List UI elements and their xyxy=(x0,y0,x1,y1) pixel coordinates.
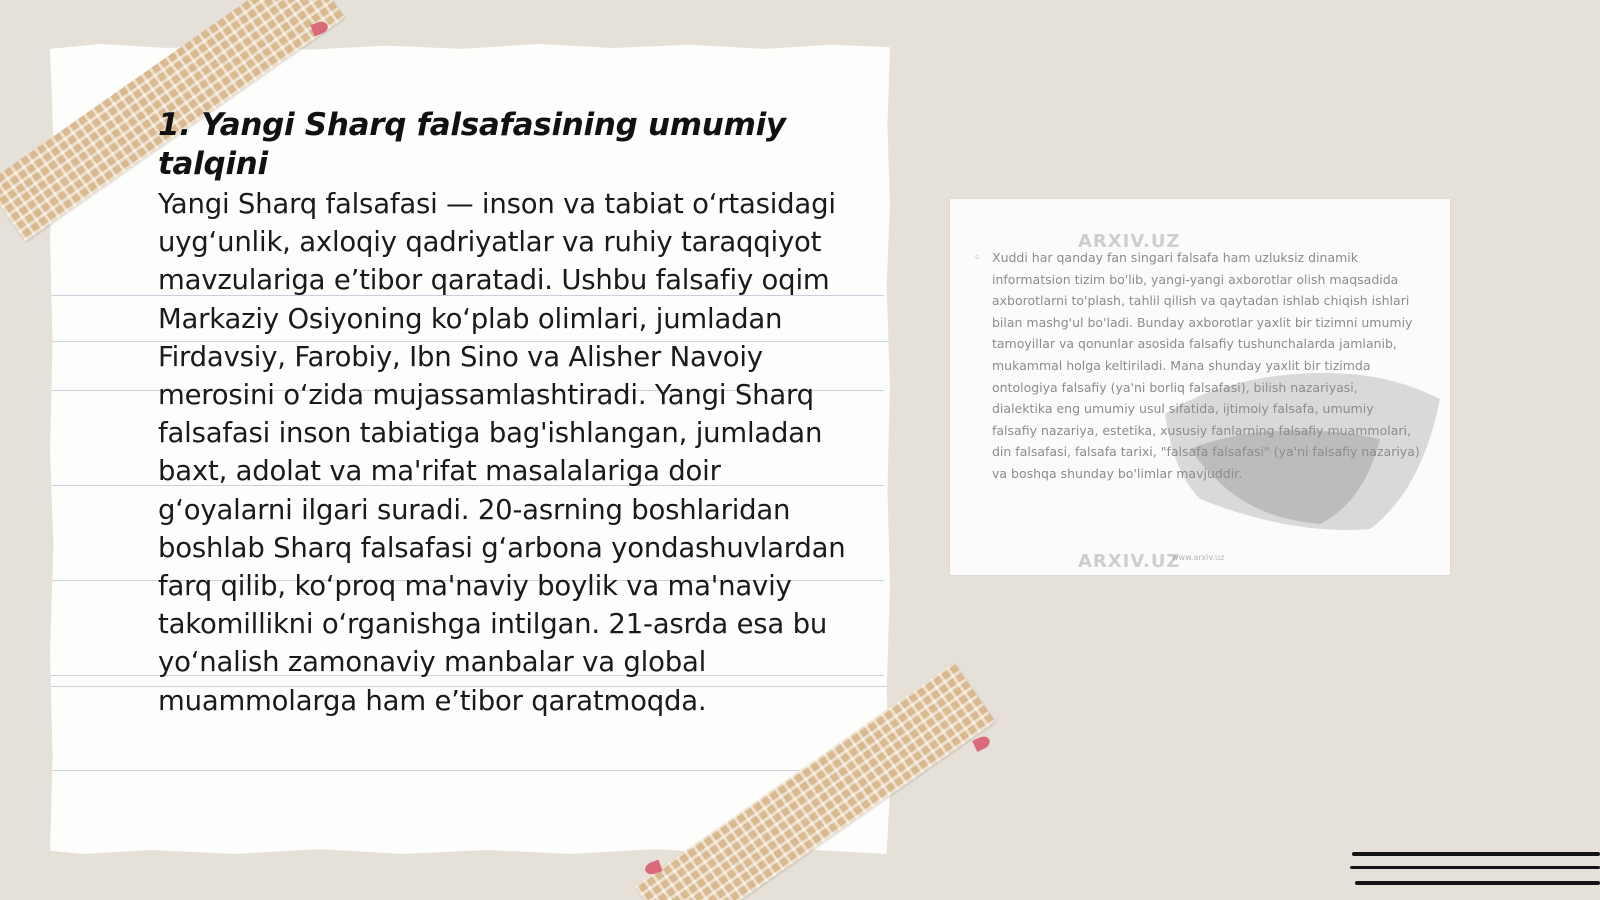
decorative-stroke xyxy=(1352,852,1600,856)
scanned-paragraph: Xuddi har qanday fan singari falsafa ham uzluksiz dinamik informatsion tizim bo'lib, yangi-yangi axborotlar olish maqsadida axborotlarni to'plash, tahlil qilish va qaytadan ishlab chiqish ishlari bilan mashg'ul bo'ladi. Bunday axborotlar yaxlit bir tizimni umumiy tamoyillar va qonunlar asosida falsafiy tushunchalarda jamlanib, mukammal holga keltiriladi. Mana shunday yaxlit bir tizimda ontologiya falsafiy (ya'ni borliq falsafasi), bilish nazariyasi, dialektika eng umumiy usul sifatida, ijtimoiy falsafa, umumiy falsafiy nazariya, estetika, xususiy fanlarning falsafiy muammolari, din falsafasi, falsafa tarixi, "falsafa falsafasi" (ya'ni falsafiy nazariya) va boshqa shunday bo'limlar mavjuddir. xyxy=(992,250,1420,481)
watermark-bottom: ARXIV.UZ xyxy=(1078,551,1181,572)
decorative-stroke xyxy=(1350,866,1600,869)
tape-tip-right xyxy=(972,734,992,752)
slide-body-text: Yangi Sharq falsafasi — inson va tabiat o‘rtasidagi uyg‘unlik, axloqiy qadriyatlar va ruhiy taraqqiyot mavzulariga e’tibor qaratadi. Ushbu falsafiy oqim Markaziy Osiyoning ko‘plab olimlari, jumladan Firdavsiy, Farobiy, Ibn Sino va Alisher Navoiy merosini o‘zida mujassamlashtiradi. Yangi Sharq falsafasi inson tabiatiga bag'ishlangan, jumladan baxt, adolat va ma'rifat masalalariga doir g‘oyalarni ilgari suradi. 20-asrning boshlaridan boshlab Sharq falsafasi g‘arbona yondashuvlardan farq qilib, ko‘proq ma'naviy boylik va ma'naviy takomillikni o‘rganishga intilgan. 21-asrda esa bu yo‘nalish zamonaviy manbalar va global muammolarga ham e’tibor qaratmoqda. xyxy=(158,188,846,717)
bullet-icon: ◦ xyxy=(974,251,981,264)
scanned-text-image xyxy=(950,199,1450,575)
slide-title: 1. Yangi Sharq falsafasining umumiy talqini xyxy=(158,107,786,182)
watermark-top: ARXIV.UZ xyxy=(1078,231,1181,252)
ruled-line xyxy=(50,770,884,771)
decorative-stroke xyxy=(1355,881,1600,885)
watermark-url: www.arxiv.uz xyxy=(1172,553,1225,562)
